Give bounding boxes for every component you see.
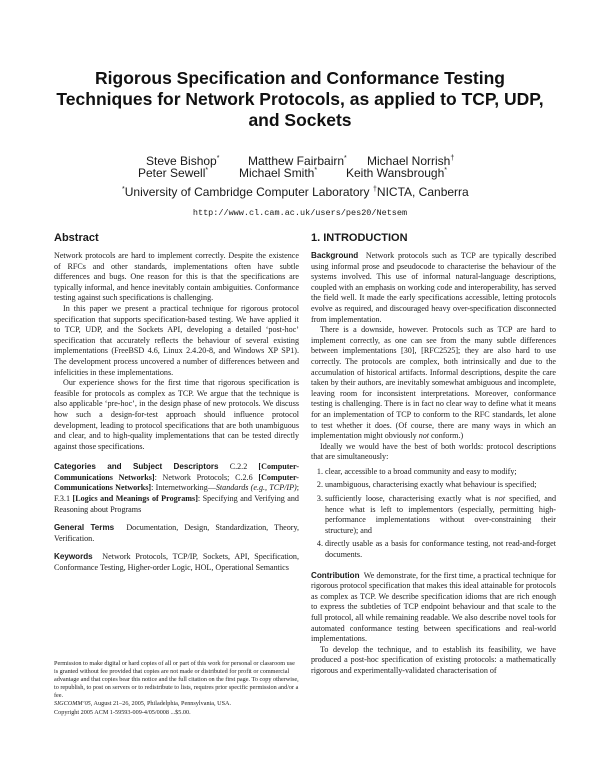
author-bishop: Steve Bishop* (146, 154, 220, 168)
author-smith: Michael Smith* (239, 166, 318, 180)
emphasis-not: not (418, 431, 430, 441)
left-column (54, 232, 299, 574)
category-code: C.2.2 (229, 462, 248, 472)
background-label: Background (311, 251, 359, 260)
list-item: 4. directly usable as a basis for conformance testing, not read-and-forget documents. (325, 539, 556, 560)
project-url[interactable]: http://www.cl.cam.ac.uk/users/pes20/Netsem (192, 208, 408, 218)
paper-title (40, 68, 560, 131)
copyright-line: Copyright 2005 ACM 1-59593-009-4/05/0008 ...$5.00. (54, 708, 191, 716)
categories-label: Categories and Subject Descriptors (54, 462, 219, 472)
abstract-paragraph-2: In this paper we present a practical technique for rigorous protocol specification that supports specification-based testing. We have applied it to TCP, UDP, and the Sockets API, developing a detailed ‘post-hoc’ specification that accurately reflects the behaviour of several existing implementations (FreeBSD 4.6, Linux 2.4.20-8, and Windows XP SP1). The development process uncovered a number of differences between and infelicities in these implementations. (54, 303, 299, 377)
keywords-text: Network Protocols, TCP/IP, Sockets, API, Specification, Conformance Testing, Higher-order Logic, HOL, Operational Semantics (54, 552, 299, 573)
list-item: 1. clear, accessible to a broad community and easy to modify; (325, 467, 556, 478)
contribution-label: Contribution (311, 570, 360, 580)
abstract-paragraph-3: Our experience shows for the first time that rigorous specification is feasible for protocols as complex as TCP. We argue that the technique is also applicable ‘pre-hoc’, in the design phase of new protocols. We discuss how such a design-for-test approach should influence protocol development, leading to protocol specifications that are both unambiguous and clear, and to high-quality implementations that can be tested directly against those specifications. (54, 378, 299, 451)
category-text: : Network Protocols; C.2.6 (154, 472, 253, 482)
general-terms-block (54, 523, 299, 544)
list-item-text: sufficiently loose, characterising exactly what is (325, 494, 495, 504)
intro-paragraph-2 (311, 325, 556, 442)
background-text: Network protocols such as TCP are typically described using informal prose and pseudocode to characterise the behaviour of the systems involved. This use of informal natural-language descriptions, coupled with an emphasis on working code and interoperability, has served the field well. It made the early specifications accessible, letting protocols evolve as required, and discouraged heavy over-specification disconnected from implementation. (311, 251, 557, 324)
author-wansbrough: Keith Wansbrough* (346, 166, 448, 180)
contribution-text: We demonstrate, for the first time, a practical technique for rigorous protocol specification that makes this ideal attainable for protocols as complex as TCP. We describe specification idioms that are rich enough to express the subtleties of TCP endpoint behaviour and that scale to the full protocol, all while remaining readable. We also describe novel tools for automated conformance testing between specifications and real-world implementations. (311, 570, 557, 644)
author-sewell: Peter Sewell* (138, 166, 209, 180)
category-italic: Standards (e.g., TCP/IP) (215, 483, 297, 493)
emphasis-not: not (494, 494, 506, 504)
contribution-paragraph (311, 571, 556, 645)
title-line-1: Rigorous Specification and Conformance Testing (95, 68, 505, 88)
intro-paragraph-5: To develop the technique, and to establish its feasibility, we have produced a post-hoc specification of existing protocols: a mathematically rigorous and experimentally-validated characterisation of (311, 644, 556, 675)
keywords-label: Keywords (54, 552, 93, 562)
affiliation-cambridge: *University of Cambridge Computer Laboratory (122, 185, 370, 199)
conference-line (54, 700, 299, 708)
list-item: 2. unambiguous, characterising exactly what behaviour is specified; (325, 480, 556, 491)
abstract-paragraph-1: Network protocols are hard to implement correctly. Despite the existence of RFCs and other standards, implementations often have subtle differences and bugs. One reason for this is that the specifications are typically informal, and hence inevitably contain ambiguities. Conformance testing against such specifications is challenging. (54, 251, 299, 303)
category-name: [Computer-Communications Networks] (54, 462, 300, 482)
desiderata-list (311, 467, 556, 561)
list-item-text: specified, and hence what is left to implementors (especially, permitting high-performance implementations without over-constraining their structure); and (325, 494, 556, 535)
abstract-heading: Abstract (54, 232, 99, 244)
title-line-3: and Sockets (248, 110, 352, 130)
category-text: : Specifying and Verifying and Reasoning about Programs (54, 494, 299, 514)
general-terms-label: General Terms (54, 523, 115, 533)
conference-venue: August 21–26, 2005, Philadelphia, Pennsylvania, USA. (92, 700, 232, 708)
author-fairbairn: Matthew Fairbairn* (248, 154, 347, 168)
background-paragraph (311, 251, 556, 325)
category-text: : Internetworking— (151, 483, 216, 493)
list-item (325, 494, 556, 536)
general-terms-text: Documentation, Design, Standardization, Theory, Verification. (54, 523, 299, 543)
keywords-block (54, 552, 299, 573)
introduction-heading: 1. INTRODUCTION (311, 232, 408, 244)
right-column (311, 232, 556, 677)
title-line-2: Techniques for Network Protocols, as applied to TCP, UDP, (56, 89, 544, 109)
copyright-notice (54, 660, 299, 717)
author-norrish: Michael Norrish† (367, 154, 455, 168)
category-name: [Computer-Communications Networks] (54, 472, 299, 493)
intro-paragraph-2-end: conform.) (429, 431, 464, 441)
intro-paragraph-3: Ideally we would have the best of both worlds: protocol descriptions that are simultaneously: (311, 441, 556, 462)
category-text: ; F.3.1 (54, 483, 299, 504)
permission-text: Permission to make digital or hard copies of all or part of this work for personal or classroom use is granted without fee provided that copies are not made or distributed for profit or commercial advantage and that copies bear this notice and the full citation on the first page. To copy otherwise, to republish, to post on servers or to redistribute to lists, requires prior specific permission and/or a fee. (54, 660, 299, 700)
categories-block (54, 462, 299, 515)
affiliation-nicta: †NICTA, Canberra (373, 185, 469, 199)
conference-name: SIGCOMM’05, (54, 700, 93, 708)
intro-paragraph-2-text: There is a downside, however. Protocols such as TCP are hard to implement correctly, as one can see from the many subtle differences between implementations [30], [RFC2525]; they are also hard to use correctly. The protocols are complex, both intrinsically and due to the accumulation of historical artifacts. Informal descriptions, despite the care taken by their authors, are inevitably somewhat ambiguous and incomplete, leaving room for inconsistent interpretations. Moreover, conformance testing is challenging. There is in fact no clear way to define what it means for an implementation of TCP to conform to the RFC standards, let alone to test whether it does. (Of course, there are many ways in which an implementation might obviously (311, 325, 556, 441)
category-name: [Logics and Meanings of Programs] (72, 494, 198, 504)
